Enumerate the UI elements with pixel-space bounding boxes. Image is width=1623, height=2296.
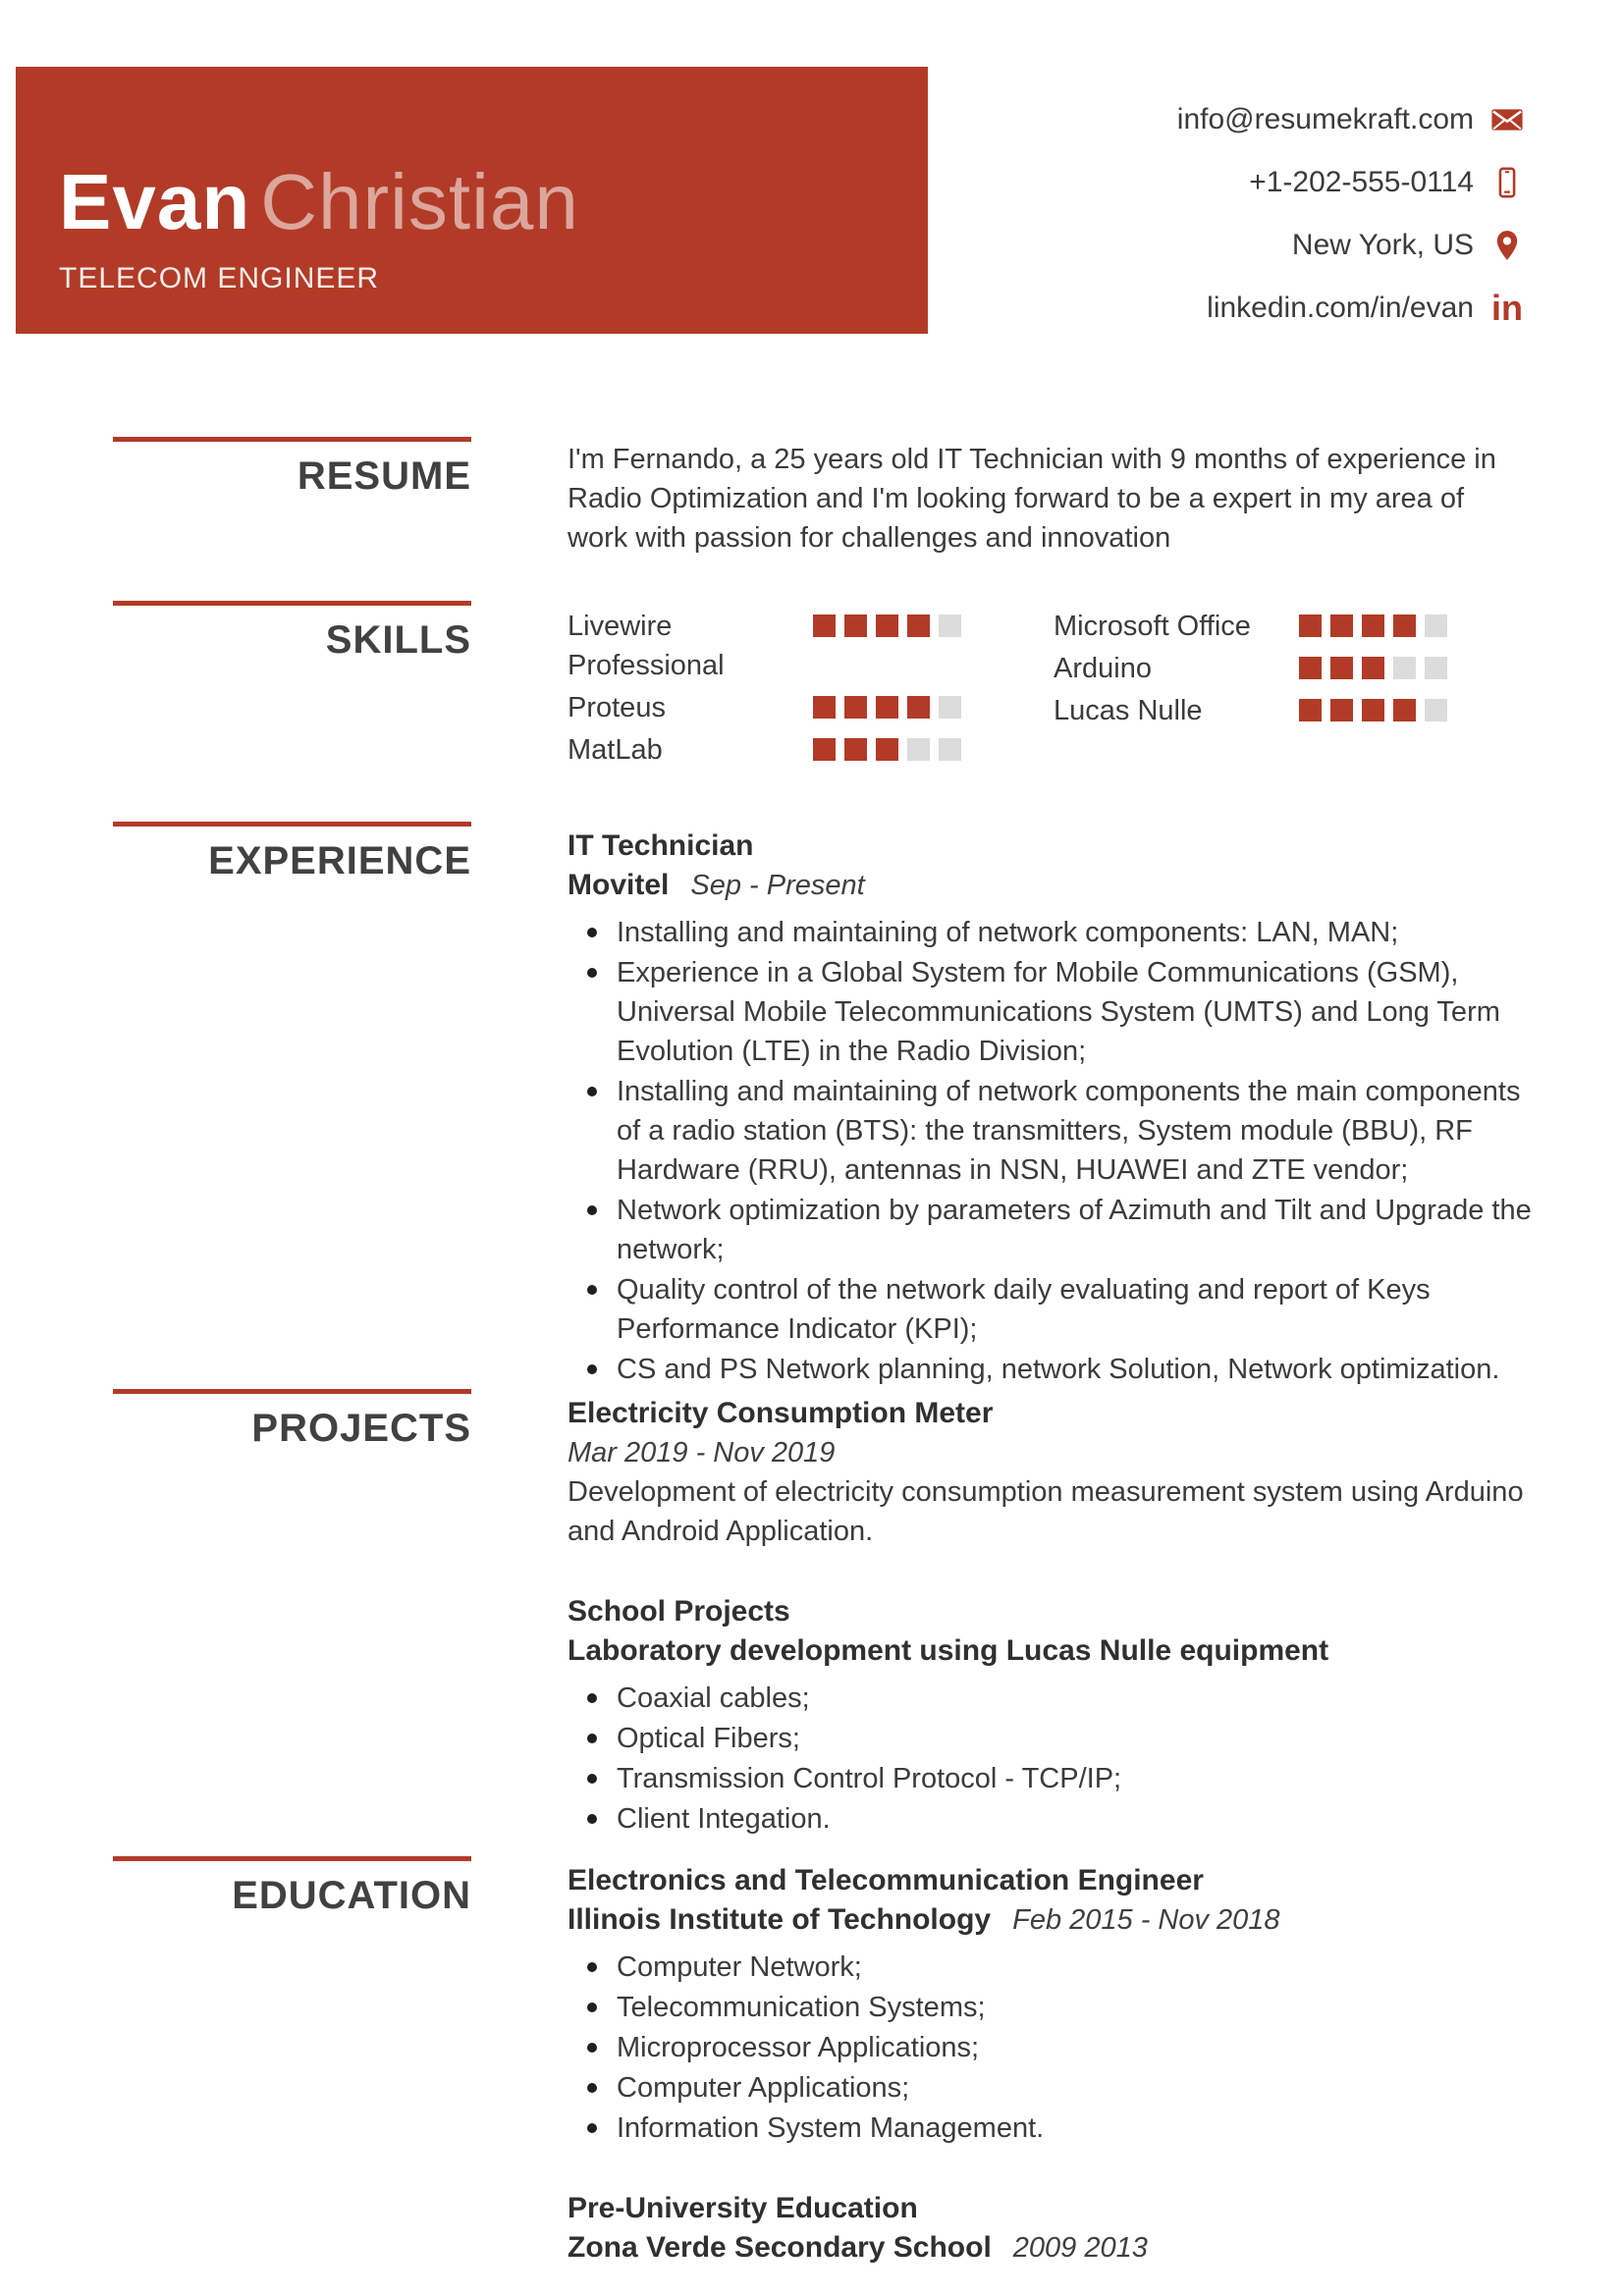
skill-rating-bar: [1299, 657, 1447, 679]
skills-column-left: [568, 607, 1000, 773]
resume-label: [113, 437, 471, 499]
skill-rating-bar: [813, 614, 961, 637]
job-subline: [568, 866, 1532, 905]
rating-square-filled: [844, 696, 867, 719]
rating-square-filled: [1330, 699, 1353, 721]
education-dates: Feb 2015 - Nov 2018: [1012, 1904, 1280, 1936]
rating-square-empty: [1425, 614, 1447, 637]
section-title-education: EDUCATION: [232, 1874, 471, 1917]
skill-item: [568, 688, 1000, 727]
rating-square-filled: [1393, 614, 1416, 637]
job-bullet: Network optimization by parameters of Azimuth and Tilt and Upgrade the network;: [617, 1191, 1532, 1269]
experience-content: [568, 827, 1532, 1390]
contact-phone: [1177, 163, 1525, 202]
contact-linkedin: [1177, 289, 1525, 328]
section-title-experience: EXPERIENCE: [208, 839, 471, 882]
skill-rating-bar: [1299, 614, 1447, 637]
education-bullet: Information System Management.: [617, 2109, 1532, 2148]
location-icon: [1489, 228, 1525, 263]
phone-text: +1-202-555-0114: [1249, 166, 1474, 198]
section-rule: [113, 601, 471, 606]
project-bullet: Client Integation.: [617, 1799, 1532, 1839]
section-rule: [113, 437, 471, 442]
section-title-resume: RESUME: [297, 454, 471, 498]
linkedin-icon: in: [1491, 288, 1523, 328]
project-bullet: Optical Fibers;: [617, 1719, 1532, 1758]
rating-square-filled: [1393, 699, 1416, 721]
linkedin-text: linkedin.com/in/evan: [1207, 292, 1474, 324]
rating-square-filled: [1362, 657, 1384, 679]
rating-square-filled: [876, 614, 898, 637]
rating-square-filled: [813, 696, 836, 719]
rating-square-filled: [1330, 614, 1353, 637]
rating-square-empty: [939, 738, 961, 761]
education-bullet-list: [568, 1948, 1532, 2148]
project-name: School Projects: [568, 1595, 790, 1628]
section-title-skills: SKILLS: [325, 618, 471, 662]
rating-square-filled: [876, 696, 898, 719]
experience-label: [113, 822, 471, 883]
rating-square-filled: [844, 614, 867, 637]
project-subtitle: Laboratory development using Lucas Nulle equipment: [568, 1634, 1329, 1667]
phone-icon: [1489, 165, 1525, 200]
section-title-projects: PROJECTS: [251, 1407, 471, 1450]
job-company: Movitel: [568, 869, 670, 901]
projects-content: [568, 1394, 1532, 1840]
skill-item: [1054, 691, 1486, 730]
job-bullet-list: [568, 913, 1532, 1389]
rating-square-filled: [1330, 657, 1353, 679]
job-dates: Sep - Present: [690, 870, 865, 901]
education-bullet: Telecommunication Systems;: [617, 1988, 1532, 2027]
mail-icon: [1489, 102, 1525, 137]
skills-column-right: [1054, 607, 1486, 773]
rating-square-filled: [876, 738, 898, 761]
project-bullet: Coaxial cables;: [617, 1679, 1532, 1718]
skills-grid: [568, 607, 1532, 773]
skill-rating-bar: [813, 738, 961, 761]
section-rule: [113, 1856, 471, 1861]
rating-square-empty: [1425, 657, 1447, 679]
rating-square-filled: [813, 614, 836, 637]
skill-item: [1054, 607, 1486, 646]
project-dates: Mar 2019 - Nov 2019: [568, 1437, 836, 1468]
contact-block: [1177, 100, 1525, 351]
rating-square-filled: [1362, 699, 1384, 721]
rating-square-empty: [939, 696, 961, 719]
rating-square-filled: [1362, 614, 1384, 637]
skills-content: [568, 607, 1532, 773]
contact-email: [1177, 100, 1525, 139]
education-label: [113, 1856, 471, 1918]
rating-square-filled: [1299, 699, 1322, 721]
job-bullet: Experience in a Global System for Mobile Communications (GSM), Universal Mobile Telecommunications System (UMTS) and Long Term Evolution (LTE) in the Radio Division;: [617, 953, 1532, 1071]
skill-rating-bar: [1299, 699, 1447, 721]
rating-square-empty: [939, 614, 961, 637]
skill-name: Arduino: [1054, 653, 1152, 684]
rating-square-filled: [1299, 657, 1322, 679]
rating-square-filled: [907, 614, 930, 637]
school-name: Illinois Institute of Technology: [568, 1903, 992, 1936]
rating-square-filled: [844, 738, 867, 761]
skill-name: Microsoft Office: [1054, 611, 1251, 642]
skills-label: [113, 601, 471, 663]
rating-square-empty: [1393, 657, 1416, 679]
skill-rating-bar: [813, 696, 961, 719]
job-title: TELECOM ENGINEER: [59, 262, 380, 294]
candidate-name: [59, 158, 928, 245]
job-bullet: Installing and maintaining of network components: LAN, MAN;: [617, 913, 1532, 952]
rating-square-empty: [907, 738, 930, 761]
skill-name: Proteus: [568, 692, 666, 723]
email-text: info@resumekraft.com: [1176, 103, 1474, 135]
header-band: [16, 67, 928, 334]
last-name: Christian: [260, 158, 579, 245]
skill-name: Lucas Nulle: [1054, 695, 1203, 726]
skill-item: [568, 730, 1000, 770]
job-role: IT Technician: [568, 829, 754, 862]
school-subline: [568, 1900, 1532, 1940]
school-name: Zona Verde Secondary School: [568, 2231, 992, 2264]
education-bullet: Microprocessor Applications;: [617, 2028, 1532, 2067]
skill-item: [568, 607, 1000, 685]
job-bullet: Quality control of the network daily evaluating and report of Keys Performance Indicator (KPI);: [617, 1270, 1532, 1349]
first-name: Evan: [59, 158, 251, 245]
resume-content: [568, 440, 1532, 558]
project-bullet: Transmission Control Protocol - TCP/IP;: [617, 1759, 1532, 1798]
rating-square-filled: [907, 696, 930, 719]
education-content: [568, 1861, 1532, 2268]
job-bullet: CS and PS Network planning, network Solution, Network optimization.: [617, 1350, 1532, 1389]
degree-name: Electronics and Telecommunication Engineer: [568, 1864, 1204, 1896]
summary-paragraph: I'm Fernando, a 25 years old IT Technician with 9 months of experience in Radio Optimization and I'm looking forward to be a expert in my area of work with passion for challenges and innovation: [568, 444, 1496, 554]
skill-item: [1054, 649, 1486, 688]
location-text: New York, US: [1291, 229, 1474, 261]
education-bullet: Computer Applications;: [617, 2068, 1532, 2108]
skill-name: MatLab: [568, 734, 663, 766]
project-bullet-list: [568, 1679, 1532, 1839]
education-bullet: Computer Network;: [617, 1948, 1532, 1987]
degree-name: Pre-University Education: [568, 2192, 918, 2224]
rating-square-empty: [1425, 699, 1447, 721]
contact-location: [1177, 226, 1525, 265]
section-rule: [113, 1389, 471, 1394]
school-subline: [568, 2228, 1532, 2268]
rating-square-filled: [1299, 614, 1322, 637]
projects-label: [113, 1389, 471, 1451]
job-bullet: Installing and maintaining of network components the main components of a radio station (BTS): the transmitters, System module (BBU), RF Hardware (RRU), antennas in NSN, HUAWEI and ZTE vendor;: [617, 1072, 1532, 1190]
section-rule: [113, 822, 471, 827]
project-name: Electricity Consumption Meter: [568, 1397, 994, 1429]
education-dates: 2009 2013: [1012, 2232, 1148, 2264]
skill-name: Livewire Professional: [568, 611, 725, 681]
rating-square-filled: [813, 738, 836, 761]
project-description: Development of electricity consumption measurement system using Arduino and Android Application.: [568, 1476, 1524, 1547]
